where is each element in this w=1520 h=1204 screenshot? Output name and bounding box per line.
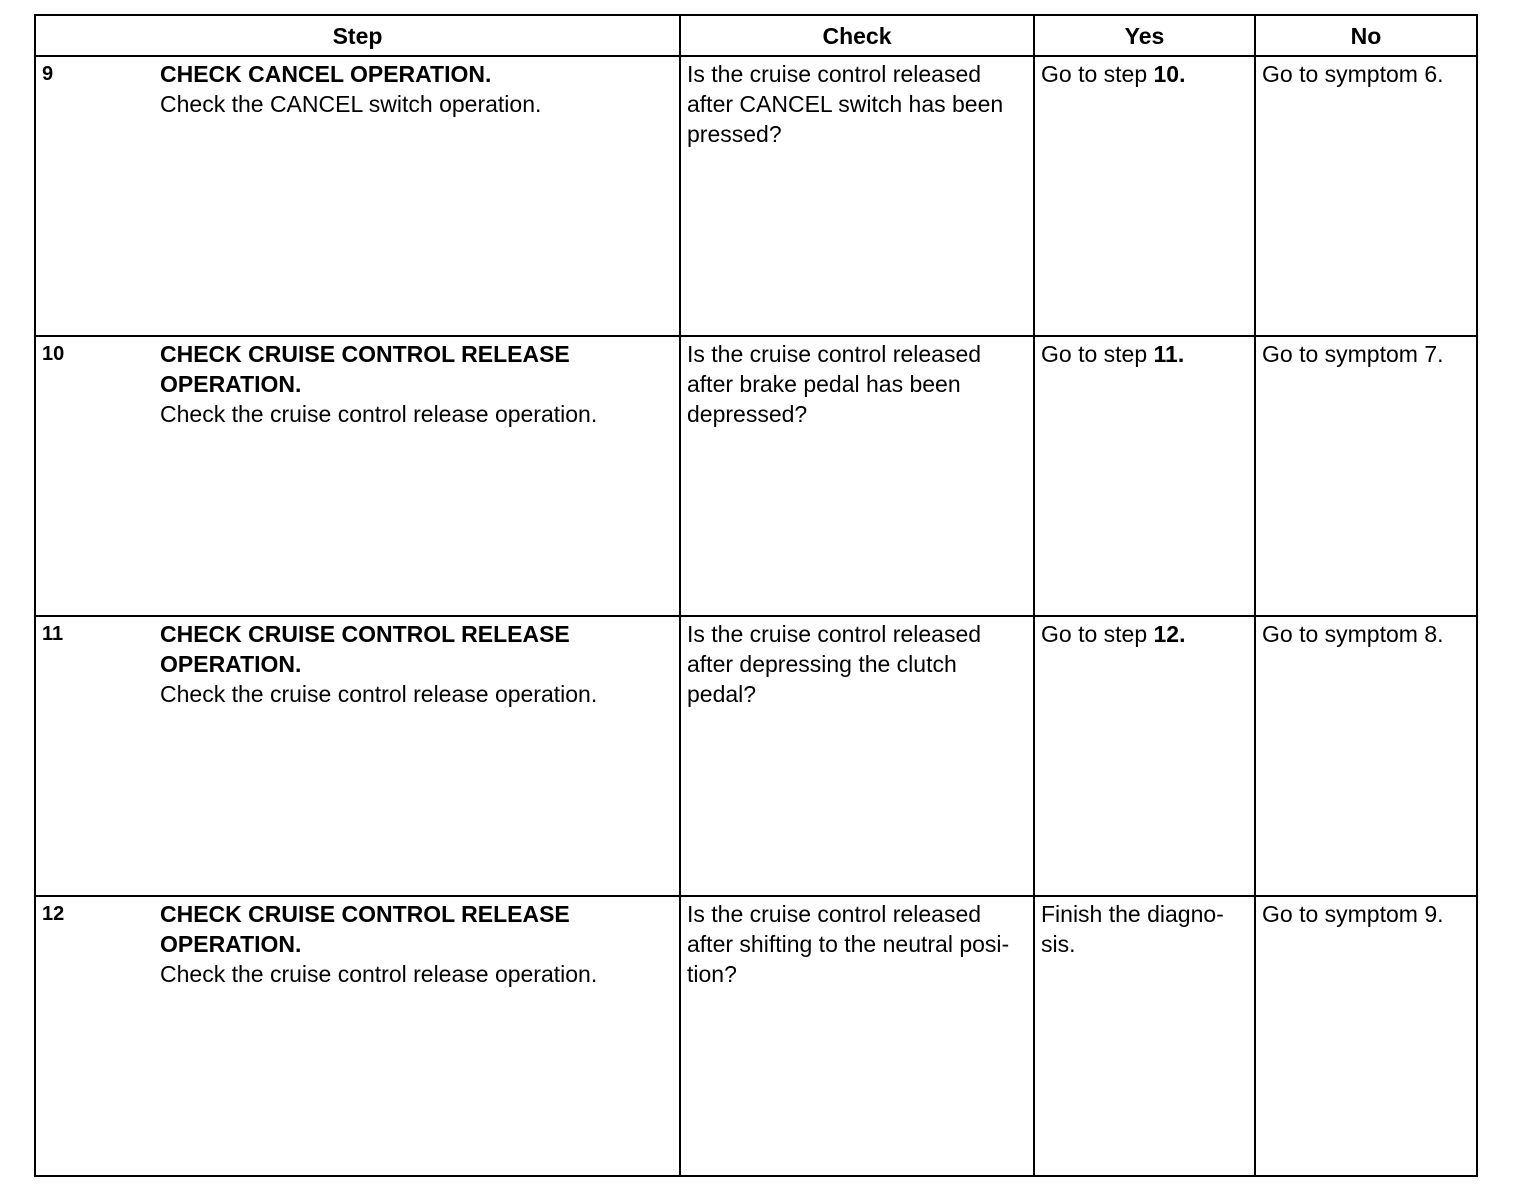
step-number: 11 <box>42 623 64 645</box>
step-instruction: Check the CANCEL switch operation. <box>160 91 542 117</box>
step-title: CHECK CANCEL OPERATION. <box>160 61 492 87</box>
step-number: 10 <box>42 343 65 365</box>
header-check: Check <box>680 15 1034 56</box>
check-cell <box>680 896 1034 1176</box>
step-number: 12 <box>42 903 65 925</box>
no-text: Go to symptom 9. <box>1262 901 1444 927</box>
no-cell <box>1255 336 1477 616</box>
no-cell <box>1255 896 1477 1176</box>
yes-cell <box>1034 336 1255 616</box>
no-cell <box>1255 56 1477 336</box>
yes-step-number: 10. <box>1153 61 1186 87</box>
yes-text: Go to step <box>1041 621 1154 647</box>
no-cell <box>1255 616 1477 896</box>
table-row <box>35 896 1477 1176</box>
table-row <box>35 336 1477 616</box>
yes-text: Go to step <box>1041 61 1154 87</box>
step-number: 9 <box>42 63 54 85</box>
check-cell <box>680 56 1034 336</box>
header-yes: Yes <box>1034 15 1255 56</box>
diagnostic-table <box>34 14 1478 1177</box>
header-no: No <box>1255 15 1477 56</box>
step-instruction: Check the cruise control release operation. <box>160 681 598 707</box>
step-instruction: Check the cruise control release operation. <box>160 401 598 427</box>
check-question: Is the cruise control released after brake pedal has been depressed? <box>687 341 982 427</box>
yes-text: Finish the diagno-sis. <box>1041 901 1224 957</box>
no-text: Go to symptom 6. <box>1262 61 1444 87</box>
yes-cell <box>1034 56 1255 336</box>
step-title: CHECK CRUISE CONTROL RELEASE OPERATION. <box>160 341 570 397</box>
check-question: Is the cruise control released after depressing the clutch pedal? <box>687 621 982 707</box>
check-cell <box>680 616 1034 896</box>
yes-cell <box>1034 616 1255 896</box>
header-step: Step <box>35 15 680 56</box>
check-question: Is the cruise control released after CANCEL switch has been pressed? <box>687 61 1004 147</box>
step-cell <box>35 896 680 1176</box>
no-text: Go to symptom 8. <box>1262 621 1444 647</box>
no-text: Go to symptom 7. <box>1262 341 1444 367</box>
check-cell <box>680 336 1034 616</box>
table-row <box>35 56 1477 336</box>
table-header-row <box>35 15 1477 56</box>
step-title: CHECK CRUISE CONTROL RELEASE OPERATION. <box>160 621 570 677</box>
step-title: CHECK CRUISE CONTROL RELEASE OPERATION. <box>160 901 570 957</box>
yes-text: Go to step <box>1041 341 1154 367</box>
table-row <box>35 616 1477 896</box>
step-cell <box>35 336 680 616</box>
step-instruction: Check the cruise control release operation. <box>160 961 598 987</box>
yes-step-number: 12. <box>1153 621 1186 647</box>
check-question: Is the cruise control released after shifting to the neutral posi-tion? <box>687 901 1010 987</box>
yes-step-number: 11. <box>1153 341 1185 367</box>
step-cell <box>35 616 680 896</box>
step-cell <box>35 56 680 336</box>
yes-cell <box>1034 896 1255 1176</box>
